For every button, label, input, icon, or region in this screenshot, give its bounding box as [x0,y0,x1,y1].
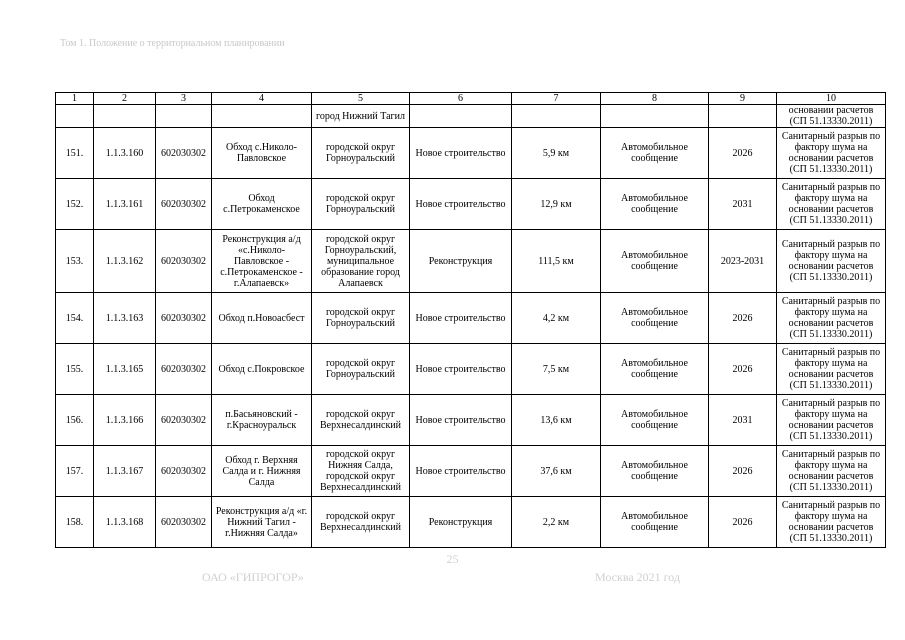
cell-zone: Санитарный разрыв по фактору шума на основании расчетов (СП 51.13330.2011) [777,230,886,293]
cell-purpose: Автомобильное сообщение [601,395,709,446]
cell-object: Обход г. Верхняя Салда и г. Нижняя Салда [212,446,312,497]
col-header-3: 3 [156,93,212,105]
col-header-7: 7 [512,93,601,105]
cell-classifier: 602030302 [156,179,212,230]
cell-number: 154. [56,293,94,344]
cell-number: 152. [56,179,94,230]
cell-zone: Санитарный разрыв по фактору шума на основании расчетов (СП 51.13330.2011) [777,395,886,446]
cell-object [212,105,312,128]
cell-length: 13,6 км [512,395,601,446]
col-header-1: 1 [56,93,94,105]
cell-type [410,105,512,128]
cell-zone: Санитарный разрыв по фактору шума на основании расчетов (СП 51.13330.2011) [777,446,886,497]
cell-purpose [601,105,709,128]
cell-length: 4,2 км [512,293,601,344]
col-header-10: 10 [777,93,886,105]
cell-code: 1.1.3.167 [94,446,156,497]
cell-zone: Санитарный разрыв по фактору шума на основании расчетов (СП 51.13330.2011) [777,344,886,395]
cell-year [709,105,777,128]
cell-length: 111,5 км [512,230,601,293]
continued-row [56,105,886,128]
cell-code: 1.1.3.163 [94,293,156,344]
cell-type: Новое строительство [410,293,512,344]
cell-year: 2026 [709,497,777,548]
cell-classifier: 602030302 [156,446,212,497]
cell-location: городской округ Нижняя Салда, городской округ Верхнесалдинский [312,446,410,497]
cell-number [56,105,94,128]
cell-zone: Санитарный разрыв по фактору шума на основании расчетов (СП 51.13330.2011) [777,128,886,179]
cell-purpose: Автомобильное сообщение [601,446,709,497]
cell-zone: Санитарный разрыв по фактору шума на основании расчетов (СП 51.13330.2011) [777,497,886,548]
cell-length: 7,5 км [512,344,601,395]
col-header-5: 5 [312,93,410,105]
col-header-4: 4 [212,93,312,105]
table-row [56,293,886,344]
table-row [56,230,886,293]
cell-number: 158. [56,497,94,548]
cell-location: городской округ Горноуральский [312,128,410,179]
col-header-9: 9 [709,93,777,105]
cell-number: 157. [56,446,94,497]
cell-code: 1.1.3.160 [94,128,156,179]
cell-length: 37,6 км [512,446,601,497]
table-row [56,128,886,179]
cell-code: 1.1.3.161 [94,179,156,230]
cell-location: городской округ Верхнесалдинский [312,497,410,548]
cell-type: Новое строительство [410,446,512,497]
cell-object: Обход с.Покровское [212,344,312,395]
cell-length: 12,9 км [512,179,601,230]
cell-object: Реконструкция а/д «г. Нижний Тагил - г.Нижняя Салда» [212,497,312,548]
document-header: Том 1. Положение о территориальном планировании [60,38,285,49]
cell-number: 156. [56,395,94,446]
footer-city-year: Москва 2021 год [595,570,681,584]
cell-year: 2031 [709,179,777,230]
col-header-6: 6 [410,93,512,105]
cell-location: город Нижний Тагил [312,105,410,128]
cell-number: 153. [56,230,94,293]
cell-year: 2026 [709,344,777,395]
cell-year: 2026 [709,446,777,497]
cell-classifier: 602030302 [156,230,212,293]
cell-number: 155. [56,344,94,395]
cell-classifier: 602030302 [156,128,212,179]
cell-classifier [156,105,212,128]
cell-location: городской округ Горноуральский [312,344,410,395]
cell-zone: основании расчетов (СП 51.13330.2011) [777,105,886,128]
cell-purpose: Автомобильное сообщение [601,230,709,293]
cell-year: 2026 [709,128,777,179]
column-number-row [56,93,886,105]
cell-number: 151. [56,128,94,179]
cell-length: 5,9 км [512,128,601,179]
cell-purpose: Автомобильное сообщение [601,179,709,230]
cell-purpose: Автомобильное сообщение [601,497,709,548]
cell-code [94,105,156,128]
table-row [56,497,886,548]
cell-object: п.Басьяновский - г.Красноуральск [212,395,312,446]
cell-classifier: 602030302 [156,497,212,548]
cell-classifier: 602030302 [156,344,212,395]
table-row [56,179,886,230]
cell-zone: Санитарный разрыв по фактору шума на основании расчетов (СП 51.13330.2011) [777,293,886,344]
cell-location: городской округ Горноуральский [312,179,410,230]
cell-year: 2031 [709,395,777,446]
cell-type: Новое строительство [410,128,512,179]
cell-year: 2026 [709,293,777,344]
cell-classifier: 602030302 [156,293,212,344]
cell-location: городской округ Горноуральский, муниципальное образование город Алапаевск [312,230,410,293]
cell-year: 2023-2031 [709,230,777,293]
cell-length: 2,2 км [512,497,601,548]
cell-object: Обход с.Николо-Павловское [212,128,312,179]
cell-length [512,105,601,128]
cell-purpose: Автомобильное сообщение [601,344,709,395]
col-header-8: 8 [601,93,709,105]
cell-object: Обход п.Новоасбест [212,293,312,344]
table-row [56,344,886,395]
table-row [56,446,886,497]
cell-code: 1.1.3.166 [94,395,156,446]
cell-zone: Санитарный разрыв по фактору шума на основании расчетов (СП 51.13330.2011) [777,179,886,230]
cell-type: Реконструкция [410,497,512,548]
planning-table [55,92,886,548]
cell-purpose: Автомобильное сообщение [601,293,709,344]
cell-code: 1.1.3.165 [94,344,156,395]
cell-type: Новое строительство [410,395,512,446]
col-header-2: 2 [94,93,156,105]
footer-organization: ОАО «ГИПРОГОР» [202,570,304,584]
cell-location: городской округ Горноуральский [312,293,410,344]
cell-purpose: Автомобильное сообщение [601,128,709,179]
cell-location: городской округ Верхнесалдинский [312,395,410,446]
cell-type: Реконструкция [410,230,512,293]
cell-type: Новое строительство [410,344,512,395]
cell-code: 1.1.3.168 [94,497,156,548]
cell-object: Реконструкция а/д «с.Николо-Павловское - с.Петрокаменское - г.Алапаевск» [212,230,312,293]
cell-type: Новое строительство [410,179,512,230]
table-row [56,395,886,446]
cell-code: 1.1.3.162 [94,230,156,293]
cell-classifier: 602030302 [156,395,212,446]
cell-object: Обход с.Петрокаменское [212,179,312,230]
page-number: 25 [446,552,459,566]
